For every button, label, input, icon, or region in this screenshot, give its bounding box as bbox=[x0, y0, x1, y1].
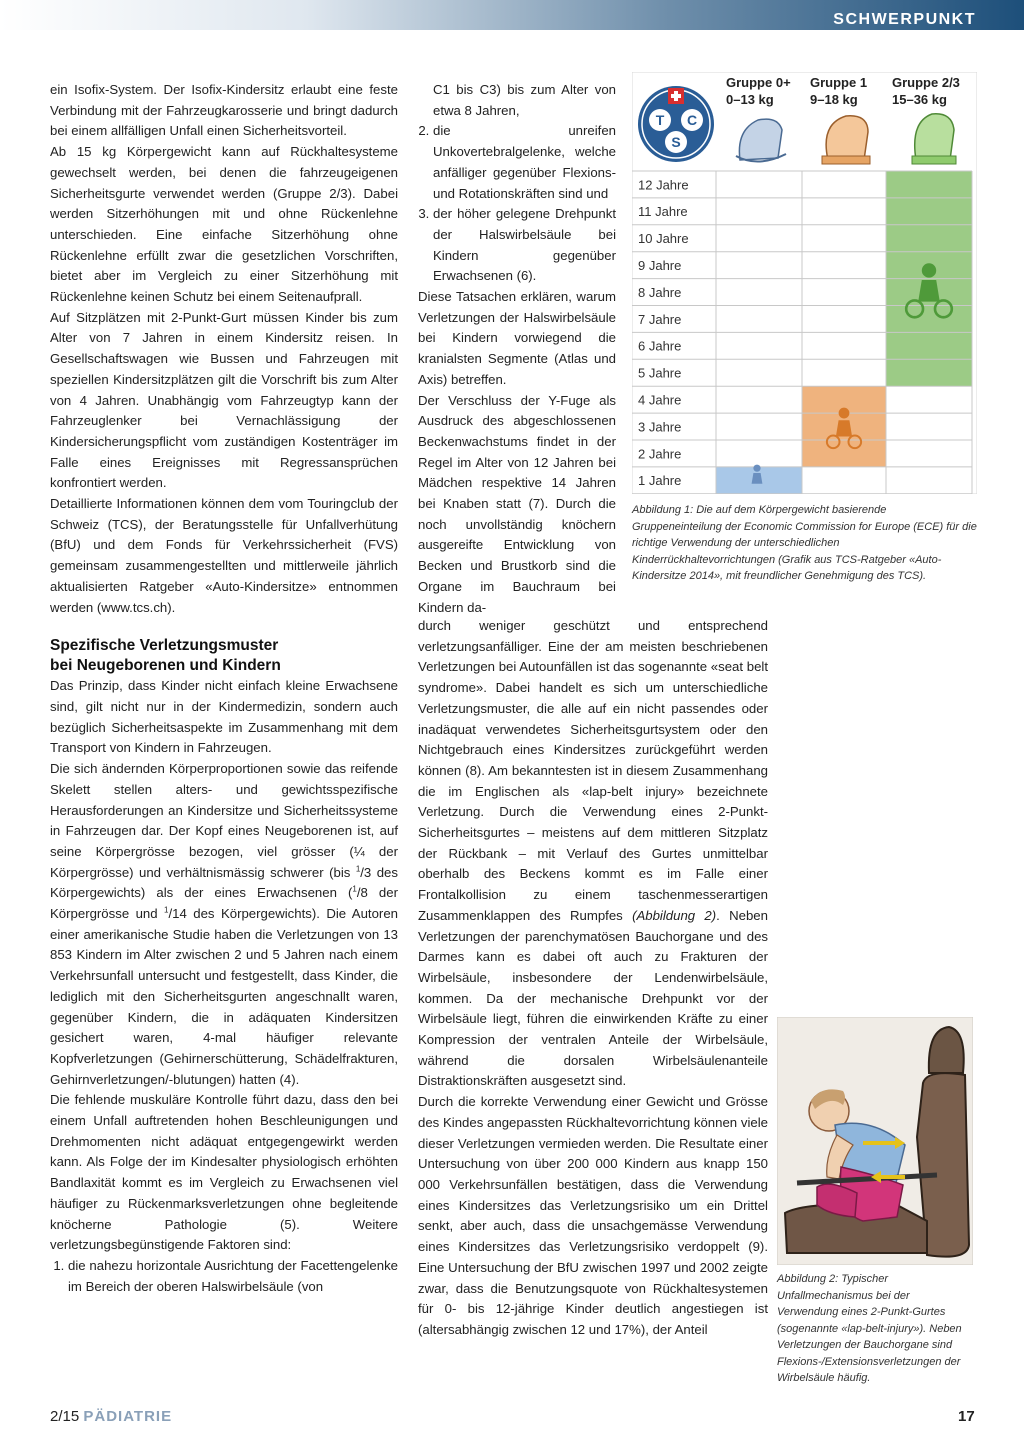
list-item: 1. die nahezu horizontale Ausrichtung der Facettengelenke im Bereich der oberen Halswirbelsäule (von bbox=[68, 1256, 398, 1297]
year-label: 5 Jahre bbox=[638, 365, 682, 381]
paragraph: Das Prinzip, dass Kinder nicht einfach kleine Erwachsene sind, gilt nicht nur in der Kindermedizin, sondern auch bezüglich Sicherheitsaspekte im Zusammenhang mit dem Transport von Kindern in Fahrzeugen. bbox=[50, 678, 398, 756]
group-range: 9–18 kg bbox=[810, 92, 858, 107]
factor-list bbox=[50, 1256, 398, 1297]
year-label: 4 Jahre bbox=[638, 392, 682, 408]
paragraph: Ab 15 kg Körpergewicht kann auf Rückhaltesysteme gewechselt werden, bei denen die fahrzeugeigenen Sicherheitsgurte verwendet werden (Gruppe 2/3). Dabei werden Sitzerhöhungen mit und ohne Rückenlehne unterschieden. Eine einfache Sitzerhöhung ohne Rückenlehne erfüllt zwar die gesetzlichen Vorschriften, bietet aber im Vergleich zu einer Sitzerhöhung mit Rückenlehne keinen Schutz bei einem Seitenaufprall. bbox=[50, 144, 398, 305]
logo-letter-c: C bbox=[686, 112, 698, 128]
section-title: SCHWERPUNKT bbox=[833, 11, 976, 28]
heading-line-1: Spezifische Verletzungsmuster bbox=[50, 637, 279, 655]
paragraph: Auf Sitzplätzen mit 2-Punkt-Gurt müssen Kinder bis zum Alter von 7 Jahren in einem Kindersitz reisen. In Gesellschaftswagen wie Bussen und Fahrzeugen mit speziellen Kindersitzplätzen gilt die Vorschrift bis zum Alter von 4 Jahren. Unabhängig vom Fahrzeugtyp kann der Fahrzeuglenker bei Vernachlässigung der Kindersicherungspflicht vom zuständigen Kostenträger im Falle eines Ereignisses mit Regressansprüchen konfrontiert werden. bbox=[50, 309, 398, 491]
figure-2-caption: Abbildung 2: Typischer Unfallmechanismus bei der Verwendung eines 2-Punkt-Gurtes (sogenannte «lap-belt-injury»). Neben Verletzungen der Bauchorgane sind Flexions-/Extensionsverletzungen der Wirbelsäule häufig. bbox=[777, 1273, 962, 1384]
factor-list-cont bbox=[418, 121, 616, 287]
year-label: 12 Jahre bbox=[638, 177, 689, 193]
paragraph: Detaillierte Informationen können dem vom Touringclub der Schweiz (TCS), der Beratungsstelle für Unfallverhütung (BfU) und dem Fonds für Verkehrssicherheit (FVS) gemeinsam zusammengestellten und mittlerweile jährlich aktualisierten Ratgeber «Auto-Kindersitze» entnommen werden (www.tcs.ch). bbox=[50, 496, 398, 615]
group-range: 0–13 kg bbox=[726, 92, 774, 107]
year-label: 2 Jahre bbox=[638, 446, 682, 462]
group-name: Gruppe 1 bbox=[810, 75, 868, 90]
figure-1-caption: Abbildung 1: Die auf dem Körpergewicht basierende Gruppeneinteilung der Economic Commission for Europe (ECE) für die richtige Verwendung der unterschiedlichen Kinderrückhaltevorrichtungen (Grafik aus TCS-Ratgeber «Auto-Kindersitze 2014», mit freundlicher Genehmigung des TCS). bbox=[632, 504, 977, 582]
column-2-lower bbox=[418, 616, 768, 1341]
section-heading bbox=[50, 636, 398, 676]
year-label: 8 Jahre bbox=[638, 284, 682, 300]
paragraph: Diese Tatsachen erklären, warum Verletzungen der Halswirbelsäule bei Kindern vorwiegend die kranialsten Segmente (Atlas und Axis) betreffen. bbox=[418, 289, 616, 387]
column-1 bbox=[50, 80, 398, 1297]
column-2-upper bbox=[418, 80, 616, 618]
page-number: 17 bbox=[958, 1408, 975, 1425]
list-item: 3. der höher gelegene Drehpunkt der Halswirbelsäule bei Kindern gegenüber Erwachsenen (6). bbox=[433, 204, 616, 287]
year-label: 6 Jahre bbox=[638, 338, 682, 354]
heading-line-2: bei Neugeborenen und Kindern bbox=[50, 657, 281, 675]
list-item: 2. die unreifen Unkovertebralgelenke, welche anfälliger gegenüber Flexions- und Rotationskräften sind und bbox=[433, 121, 616, 204]
paragraph: ein Isofix-System. Der Isofix-Kindersitz erlaubt eine feste Verbindung mit der Fahrzeugkarosserie und bringt dadurch bei einem allfälligen Unfall einen Sicherheitsvorteil. bbox=[50, 82, 398, 139]
figure-reference: (Abbildung 2) bbox=[632, 907, 717, 923]
group-name: Gruppe 2/3 bbox=[892, 75, 960, 90]
group-range: 15–36 kg bbox=[892, 92, 947, 107]
year-label: 1 Jahre bbox=[638, 473, 682, 489]
figure-1-group-chart bbox=[632, 72, 977, 494]
tcs-logo bbox=[638, 86, 714, 162]
figure-2-illustration bbox=[777, 1017, 973, 1265]
year-label: 3 Jahre bbox=[638, 419, 682, 435]
logo-letter-s: S bbox=[671, 134, 681, 150]
paragraph: Durch die korrekte Verwendung einer Gewicht und Grösse des Kindes angepassten Rückhaltevorrichtung können viele dieser Verletzungen vermieden werden. Die Resultate einer Untersuchung von über 200 000 Kindern aus knapp 150 000 Verkehrsunfällen bestätigen, dass die Verwendung eines Kindersitzes das Verletzungsrisiko um ein Drittel senkt, aber auch, dass die unsachgemässe Verwendung eines Kindersitzes das Verletzungsrisiko verdoppelt (9). Eine Untersuchung der BfU zwischen 1997 und 2002 zeigte zwar, dass die Benutzungsquote von Rückhaltesystemen für 0- bis 12-jährige Kinder deutlich angestiegen ist (altersabhängig zwischen 12 und 17%), der Anteil bbox=[418, 1094, 768, 1337]
group-name: Gruppe 0+ bbox=[726, 75, 791, 90]
paragraph: Die fehlende muskuläre Kontrolle führt dazu, dass den bei einem Unfall auftretenden hohen Beschleunigungen und Drehmomenten nicht adäquat entgegengewirkt werden kann. Als Folge der im Kindesalter physiologisch erhöhten Bandlaxität kommt es im Vergleich zu Erwachsenen viel häufiger zu Rückenmarksverletzungen ohne begleitende knöcherne Pathologie (5). Weitere verletzungsbegünstigende Faktoren sind: bbox=[50, 1092, 398, 1253]
footer-issue: 2/15 PÄDIATRIE bbox=[50, 1408, 173, 1425]
publication-name: PÄDIATRIE bbox=[83, 1408, 173, 1425]
year-label: 11 Jahre bbox=[638, 204, 688, 220]
paragraph: durch weniger geschützt und entsprechend verletzungsanfälliger. Eine der am meisten beschriebenen Verletzungen bei Autounfällen ist das sogenannte «seat belt syndrome». Dabei handelt es sich um unterschiedliche Verletzungsmuster, die alle auf ein nicht passendes oder inadäquat verwendetes Sicherheitsgurtsystem oder den Nichtgebrauch eines Kindersitzes zurückgeführt werden können (8). Am bekanntesten ist in diesem Zusammenhang die im Englischen als «lap-belt injury» bezeichnete Verletzung. Durch die Verwendung eines 2-Punkt-Sicherheitsgurtes – meistens auf dem mittleren Sitzplatz der Rückbank – mit Verlauf des Gurtes unmittelbar oberhalb des Beckens kommt es im Falle einer Frontalkollision zu einem taschenmesserartigen Zusammenklappen des Rumpfes (Abbildung 2). Neben Verletzungen der parenchymatösen Bauchorgane und des Darmes kann es dabei oft auch zu Frakturen der Wirbelsäule, insbesondere der Lendenwirbelsäule, kommen. Da der mechanische Drehpunkt vor der Wirbelsäule liegt, führen die einwirkenden Kräfte zu einer Kompression der ventralen Anteile der Wirbelsäule, während die dorsalen Wirbelsäulenanteile Distraktionskräften ausgesetzt sind. bbox=[418, 618, 768, 1089]
list-continuation: C1 bis C3) bis zum Alter von etwa 8 Jahren, bbox=[433, 82, 616, 118]
year-label: 10 Jahre bbox=[638, 231, 689, 247]
logo-letter-t: T bbox=[655, 112, 665, 128]
year-label: 9 Jahre bbox=[638, 257, 682, 273]
paragraph: Die sich ändernden Körperproportionen sowie das reifende Skelett stellen alters- und gewichtsspezifische Herausforderungen an Kindersitze und Sicherheitssysteme in Fahrzeugen dar. Der Kopf eines Neugeborenen ist, auf seine Körpergrösse bezogen, viel grösser (¼ der Körpergrösse) und verhältnismässig schwerer (bis $^1$/3 des Körpergewichts) als der eines Erwachsenen ($^1$/8 der Körpergrösse und $^1$/14 des Körpergewichts). Die Autoren einer amerikanische Studie haben die Verletzungen von 13 853 Kindern im Alter zwischen 2 und 5 Jahren nach einem Verkehrsunfall untersucht und festgestellt, dass Kinder, die lediglich mit den Sicherheitsgurten angeschnallt waren, gegenüber Kindern, die in adäquaten Kindersitzen gesichert waren, 4-mal häufiger relevante Kopfverletzungen (Gehirnerschütterung, Schädelfrakturen, Gehirnverletzungen/-blutungen) hatten (4). bbox=[50, 761, 398, 1087]
year-label: 7 Jahre bbox=[638, 311, 682, 327]
paragraph: Der Verschluss der Y-Fuge als Ausdruck des abgeschlossenen Beckenwachstums findet in der Regel im Alter von 12 Jahren bei Mädchen respektive 14 Jahren bei Knaben statt (7). Durch die noch unvollständig knöchern ausgereifte Entwicklung von Becken und Brustkorb sind die Organe im Bauchraum bei Kindern da- bbox=[418, 392, 616, 615]
